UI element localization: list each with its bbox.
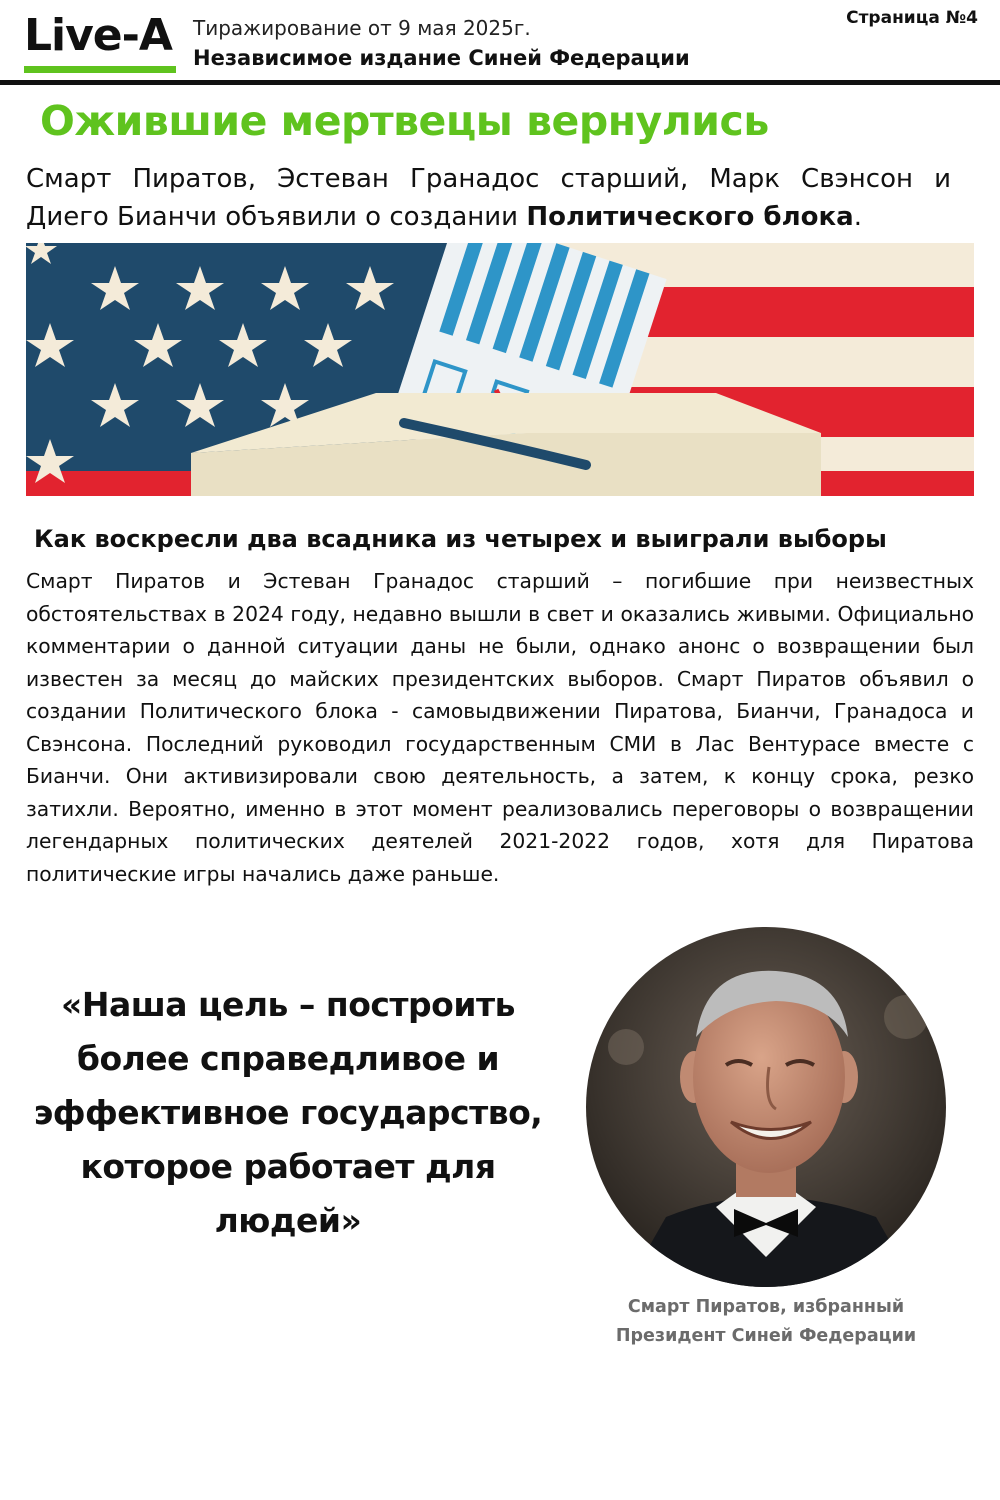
- portrait-photo: [586, 927, 946, 1287]
- masthead-tagline: Независимое издание Синей Федерации: [193, 46, 690, 70]
- article-subheading: Как воскресли два всадника из четырех и выиграли выборы: [34, 525, 887, 553]
- lead-bold: Политического блока: [526, 202, 854, 232]
- lead-paragraph: [26, 160, 951, 236]
- masthead-date: Тиражирование от 9 мая 2025г.: [193, 16, 531, 40]
- page-number: Страница №4: [846, 8, 978, 28]
- article-body: Смарт Пиратов и Эстеван Гранадос старший – погибшие при неизвестных обстоятельствах в 2024 году, недавно вышли в свет и оказались живыми. Официально комментарии о данной ситуации даны не были, однако анонс о возвращении был известен за месяц до майских президентских выборов. Смарт Пиратов объявил о создании Политического блока - самовыдвижении Пиратова, Бианчи, Гранадоса и Свэнсона. Последний руководил государственным СМИ в Лас Вентурасе вместе с Бианчи. Они активизировали свою деятельность, а затем, к концу срока, резко затихли. Вероятно, именно в этот момент реализовались переговоры о возвращении легендарных политических деятелей 2021-2022 годов, хотя для Пиратова политические игры начались даже раньше.: [26, 569, 974, 886]
- pull-quote: «Наша цель – построить более справедливое и эффективное государство, которое работает для людей»: [33, 985, 543, 1240]
- caption-line-1: Смарт Пиратов, избранный: [627, 1297, 905, 1317]
- lead-end: .: [853, 202, 862, 232]
- logo: [24, 10, 180, 73]
- lead-text: Смарт Пиратов, Эстеван Гранадос старший, Марк Свэнсон и Диего Бианчи объявили о создании: [26, 164, 951, 232]
- caption-line-2: Президент Синей Федерации: [615, 1326, 917, 1346]
- ballot-box-flag-illustration: [26, 243, 974, 496]
- logo-underline: [24, 66, 176, 73]
- logo-text: Live-A: [24, 10, 172, 61]
- header-divider: [0, 80, 1000, 85]
- photo-caption: [586, 1293, 946, 1351]
- headline: Ожившие мертвецы вернулись: [40, 97, 769, 145]
